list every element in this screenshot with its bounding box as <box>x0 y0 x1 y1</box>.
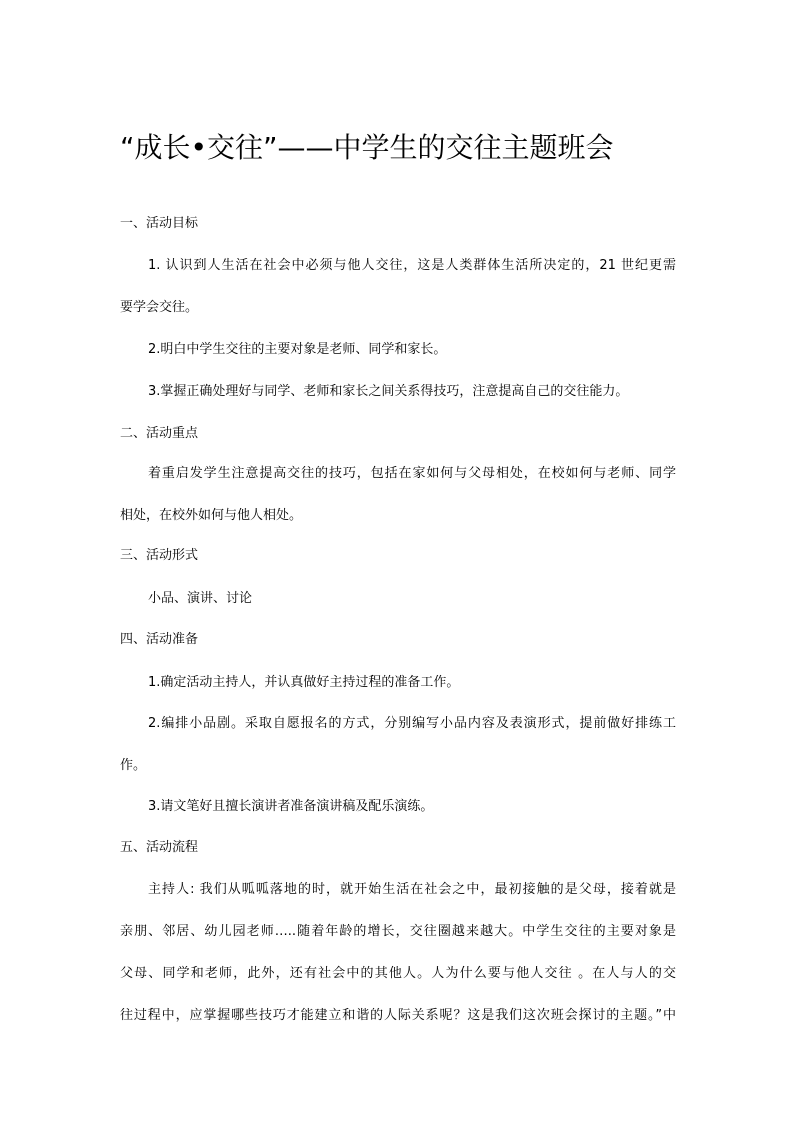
prep-item-3: 3.请文笔好且擅长演讲者准备演讲稿及配乐演练。 <box>148 799 434 814</box>
section-heading-form: 三、活动形式 <box>120 548 199 563</box>
goal-item-2: 2.明白中学生交往的主要对象是老师、同学和家长。 <box>148 342 447 357</box>
section-heading-focus: 二、活动重点 <box>120 426 199 441</box>
focus-para-line-2: 相处，在校外如何与他人相处。 <box>120 508 303 523</box>
form-para: 小品、演讲、讨论 <box>148 591 253 606</box>
goal-item-1-line-1: 1. 认识到人生活在社会中必须与他人交往，这是人类群体生活所决定的，21 世纪更需 <box>148 258 676 273</box>
flow-para-line-1: 主持人: 我们从呱呱落地的时，就开始生活在社会之中，最初接触的是父母，接着就是 <box>148 882 676 897</box>
page-title: “成长•交往”——中学生的交往主题班会 <box>120 131 614 164</box>
section-heading-goal: 一、活动目标 <box>120 216 199 231</box>
section-heading-prep: 四、活动准备 <box>120 632 199 647</box>
prep-item-2-line-1: 2.编排小品剧。采取自愿报名的方式，分别编写小品内容及表演形式，提前做好排练工 <box>148 716 676 731</box>
focus-para-line-1: 着重启发学生注意提高交往的技巧，包括在家如何与父母相处，在校如何与老师、同学 <box>148 466 676 481</box>
prep-item-2-line-2: 作。 <box>120 758 147 773</box>
prep-item-1: 1.确定活动主持人，并认真做好主持过程的准备工作。 <box>148 675 460 690</box>
goal-item-3: 3.掌握正确处理好与同学、老师和家长之间关系得技巧，注意提高自己的交往能力。 <box>148 384 629 399</box>
flow-para-line-3: 父母、同学和老师，此外，还有社会中的其他人。人为什么要与他人交往 。在人与人的交 <box>120 966 676 981</box>
flow-para-line-4: 往过程中，应掌握哪些技巧才能建立和谐的人际关系呢？这是我们这次班会探讨的主题。”中 <box>120 1008 676 1023</box>
section-heading-flow: 五、活动流程 <box>120 840 199 855</box>
flow-para-line-2: 亲朋、邻居、幼儿园老师…..随着年龄的增长，交往圈越来越大。中学生交往的主要对象是 <box>120 924 676 939</box>
goal-item-1-line-2: 要学会交往。 <box>120 300 199 315</box>
